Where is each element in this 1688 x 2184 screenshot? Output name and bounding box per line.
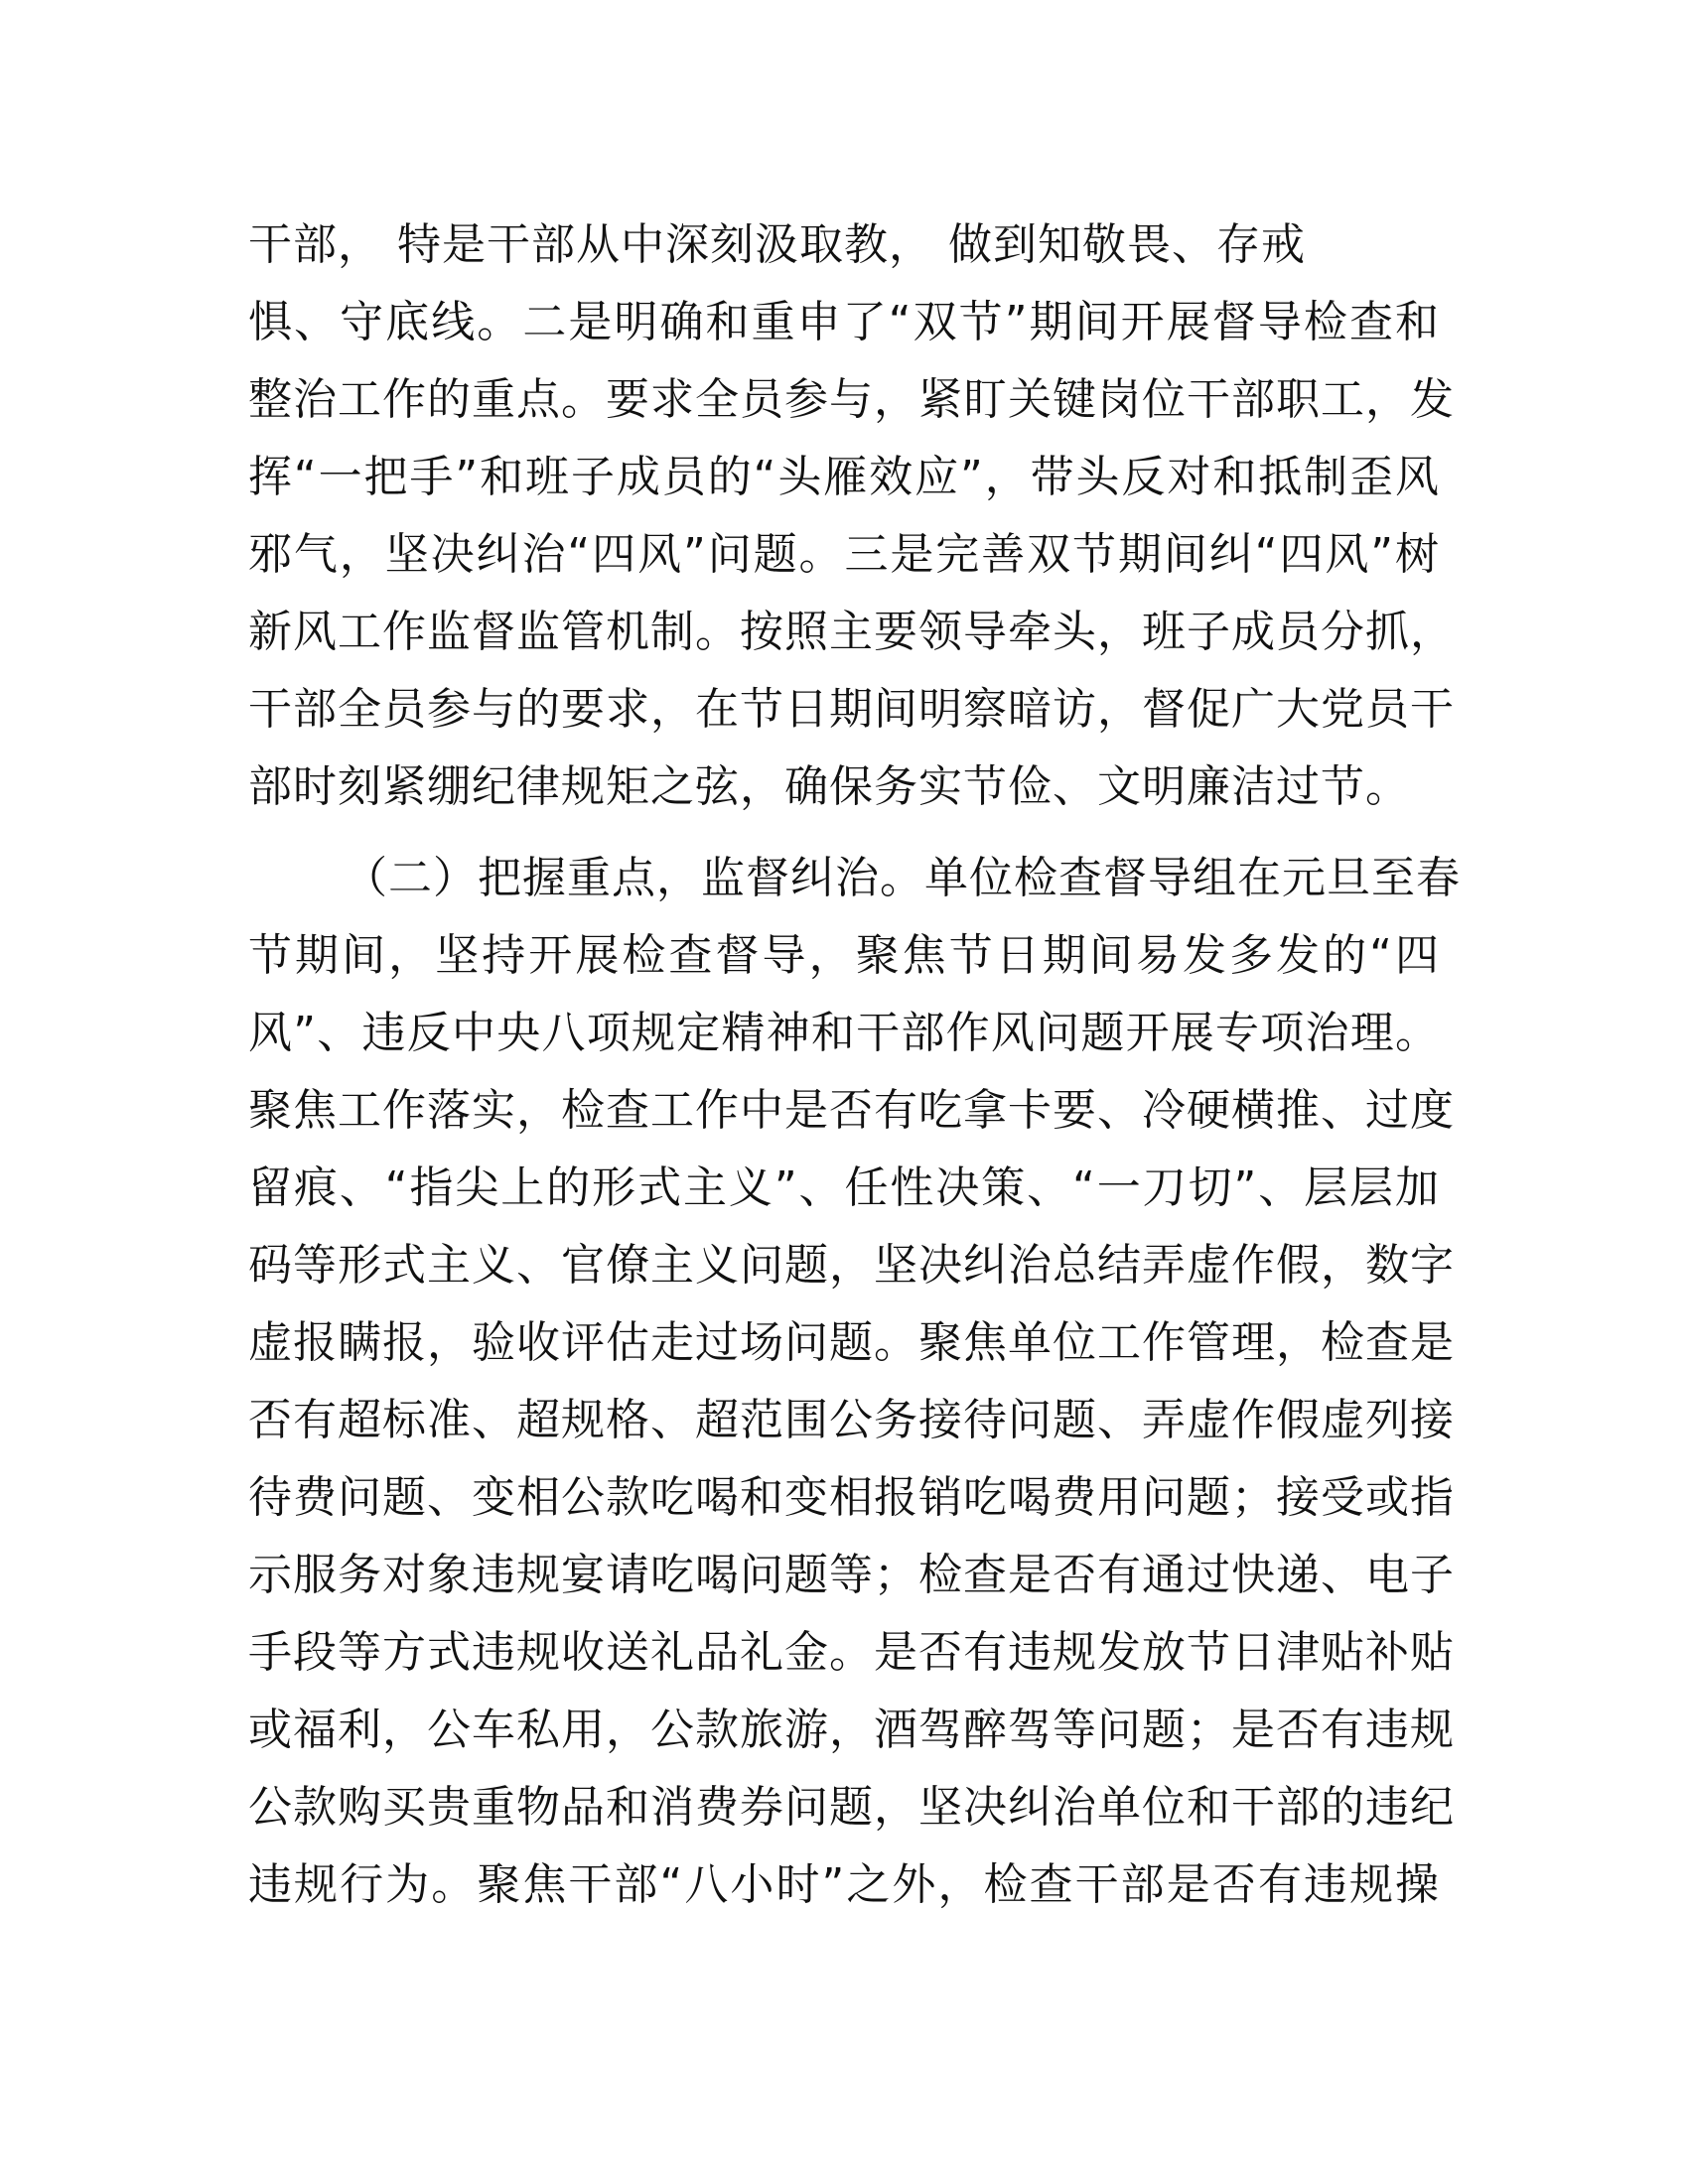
- text-line: 示服务对象违规宴请吃喝问题等；检查是否有通过快递、电子: [248, 1550, 1455, 1600]
- text-line: 挥“一把手”和班子成员的“头雁效应”，带头反对和抵制歪风: [248, 452, 1440, 502]
- text-line: 虚报瞒报，验收评估走过场问题。聚焦单位工作管理，检查是: [248, 1317, 1455, 1368]
- text-line: 否有超标准、超规格、超范围公务接待问题、弄虚作假虚列接: [248, 1395, 1455, 1445]
- text-line: 风”、违反中央八项规定精神和干部作风问题开展专项治理。: [248, 1008, 1440, 1058]
- text-line: 聚焦工作落实，检查工作中是否有吃拿卡要、冷硬横推、过度: [248, 1085, 1455, 1136]
- text-line: 码等形式主义、官僚主义问题，坚决纠治总结弄虚作假，数字: [248, 1240, 1455, 1291]
- text-line: 违规行为。聚焦干部“八小时”之外，检查干部是否有违规操: [248, 1859, 1440, 1910]
- section-heading-line: （二）把握重点，监督纠治。单位检查督导组在元旦至春: [344, 853, 1461, 903]
- text-line: 邪气，坚决纠治“四风”问题。三是完善双节期间纠“四风”树: [248, 529, 1440, 580]
- text-line: 留痕、“指尖上的形式主义”、任性决策、“一刀切”、层层加: [248, 1162, 1440, 1213]
- text-line: 公款购买贵重物品和消费券问题，坚决纠治单位和干部的违纪: [248, 1782, 1455, 1833]
- text-line: 惧、守底线。二是明确和重申了“双节”期间开展督导检查和: [248, 297, 1440, 347]
- text-line: 节期间，坚持开展检查督导，聚焦节日期间易发多发的“四: [248, 930, 1440, 981]
- text-line: 部时刻紧绷纪律规矩之弦，确保务实节俭、文明廉洁过节。: [248, 761, 1410, 812]
- text-line: 干部全员参与的要求，在节日期间明察暗访，督促广大党员干: [248, 684, 1455, 735]
- text-line: 新风工作监督监管机制。按照主要领导牵头，班子成员分抓，: [248, 607, 1455, 657]
- text-line: 干部， 特是干部从中深刻汲取教， 做到知敬畏、存戒: [248, 219, 1306, 270]
- text-line: 或福利，公车私用，公款旅游，酒驾醉驾等问题；是否有违规: [248, 1705, 1455, 1755]
- text-line: 手段等方式违规收送礼品礼金。是否有违规发放节日津贴补贴: [248, 1627, 1455, 1678]
- text-line: 整治工作的重点。要求全员参与，紧盯关键岗位干部职工，发: [248, 374, 1455, 425]
- text-line: 待费问题、变相公款吃喝和变相报销吃喝费用问题；接受或指: [248, 1472, 1455, 1523]
